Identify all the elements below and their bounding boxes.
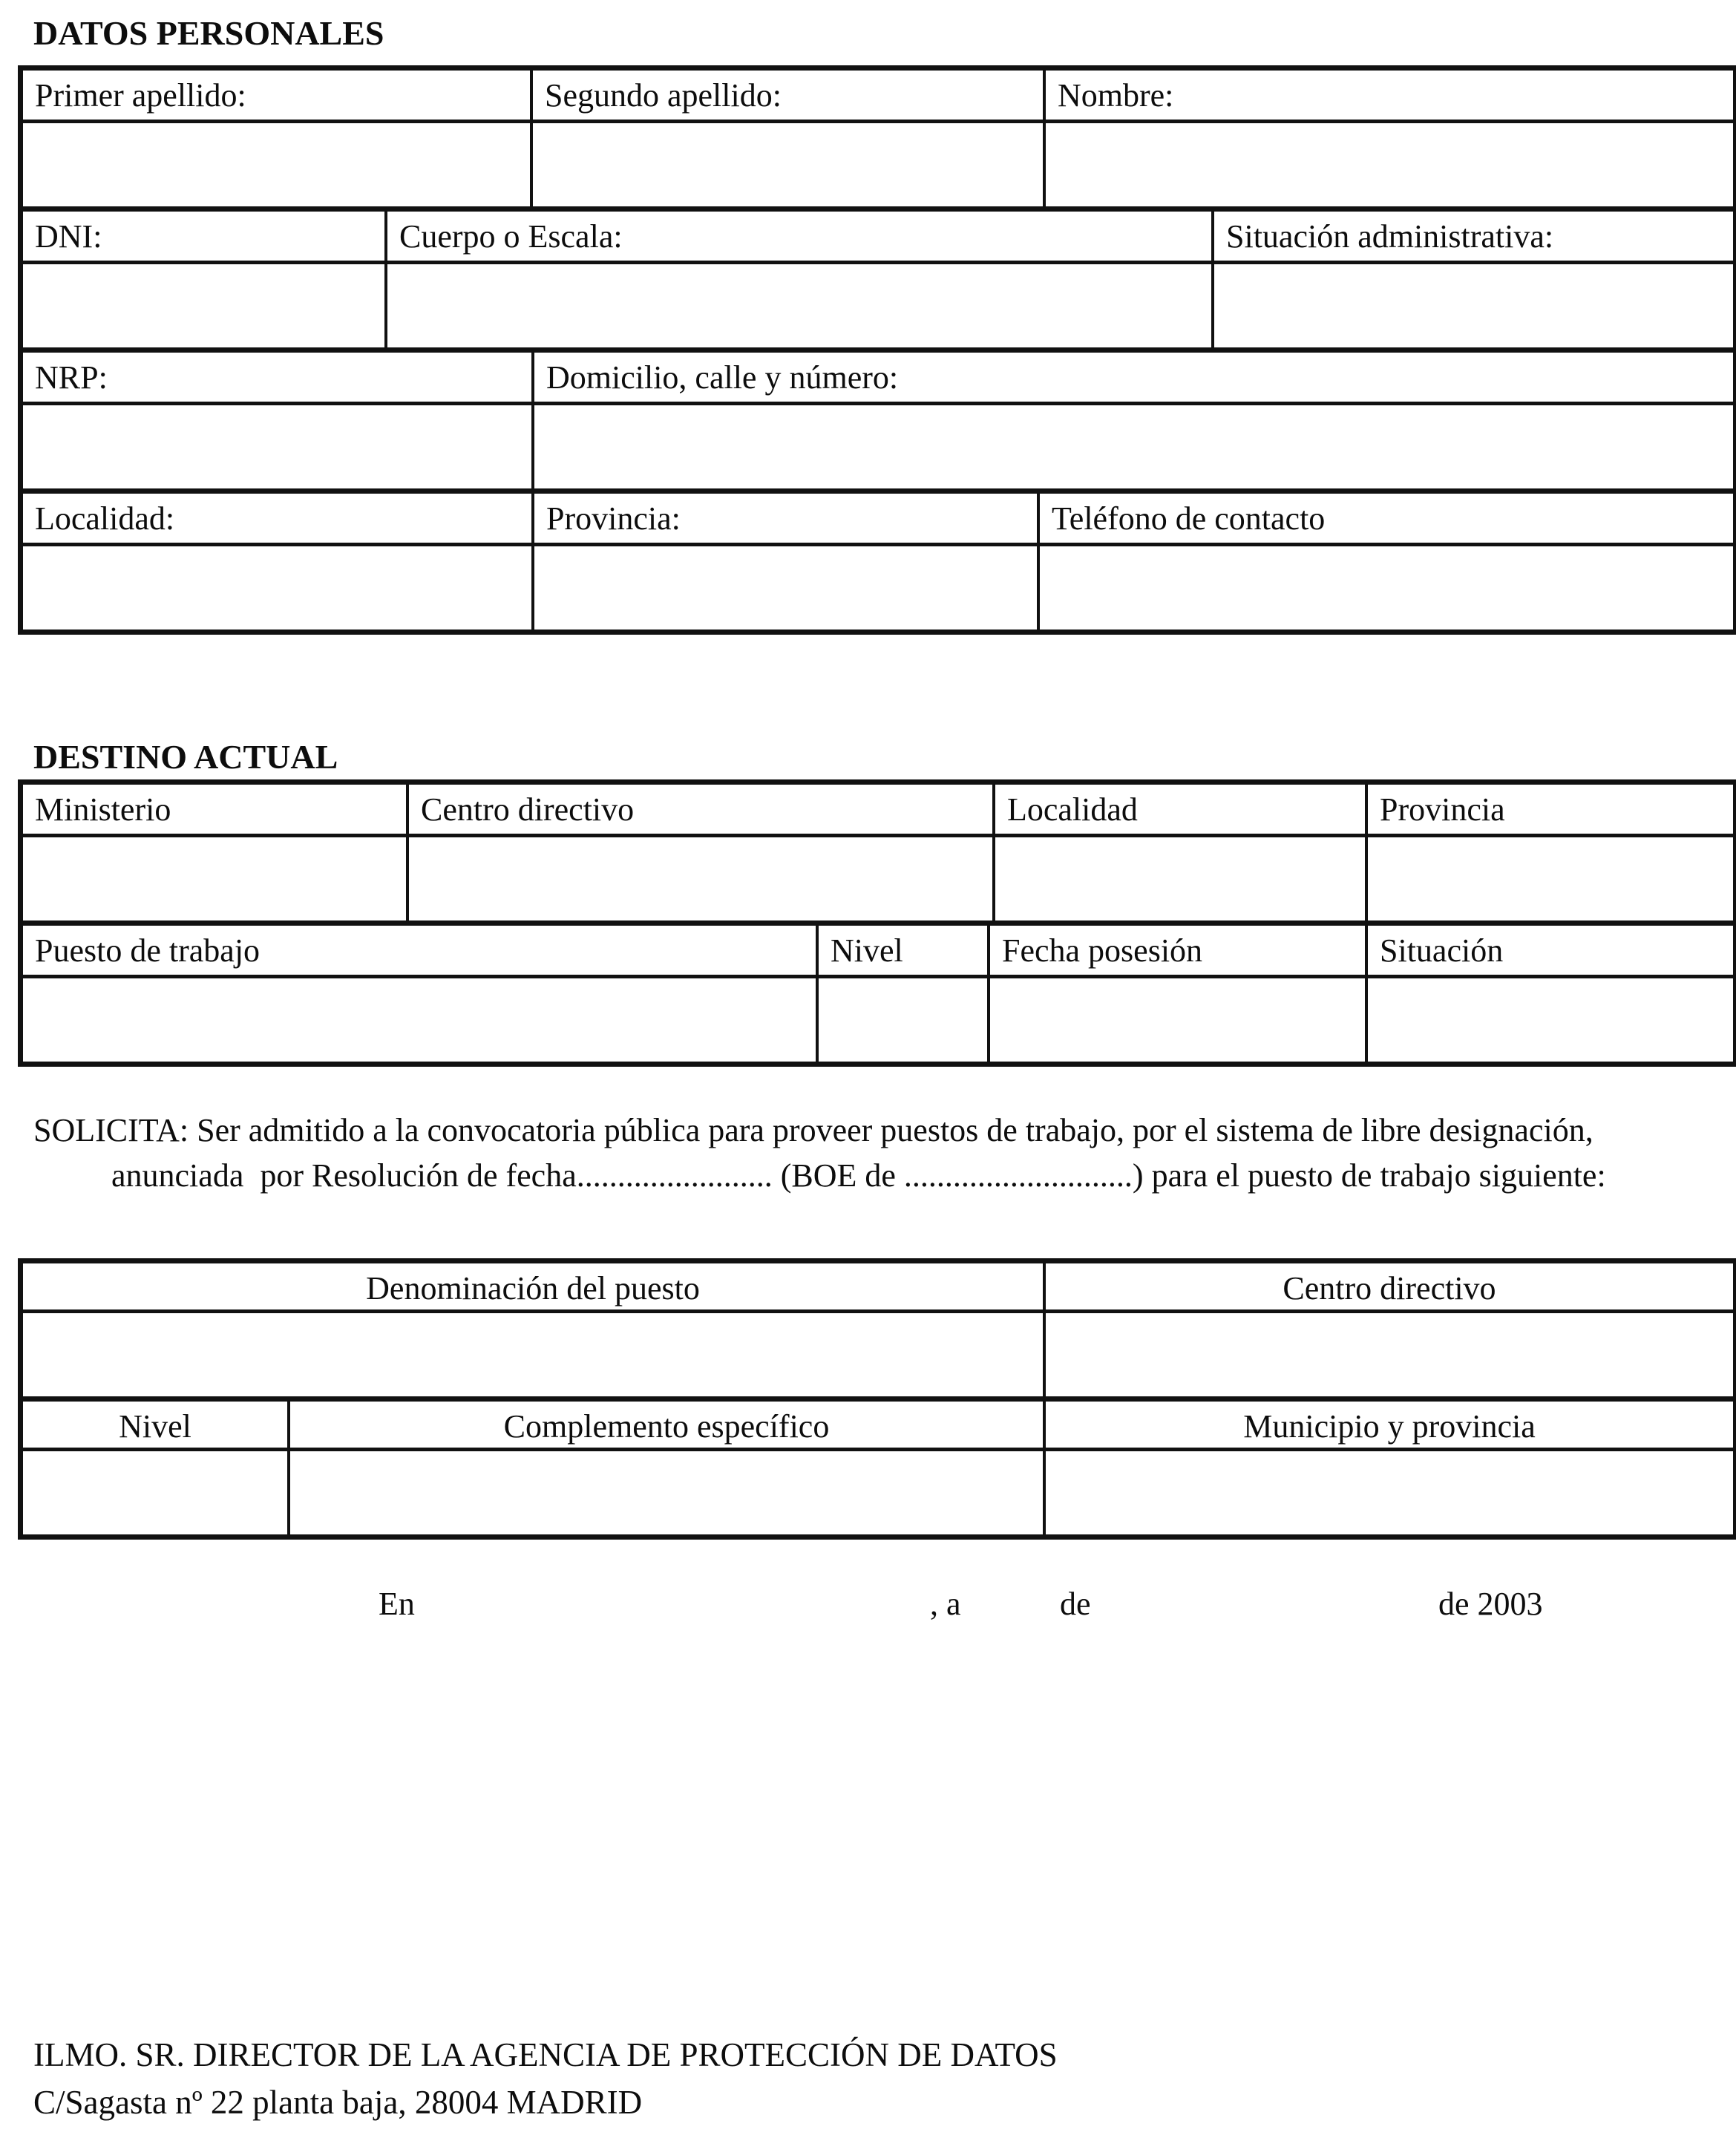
label-row [23,1402,1733,1451]
field-complemento-especifico [287,1402,1043,1448]
field-provincia-actual-label: Provincia [1380,791,1505,828]
field-domicilio [531,353,1733,402]
value-row [23,837,1733,921]
label-row [23,494,1733,546]
value-row [23,405,1733,488]
input-localidad-actual[interactable] [992,837,1365,921]
field-cuerpo-escala [384,212,1211,261]
field-nivel-solicitado [23,1402,287,1448]
row-ministerio-centro-localidad-provincia [23,785,1733,921]
field-centro-directivo-solicitado-label: Centro directivo [1283,1270,1496,1307]
input-situacion-administrativa[interactable] [1211,264,1733,347]
field-telefono [1037,494,1733,543]
field-dni-label: DNI: [35,218,102,255]
field-nrp-label: NRP: [35,359,108,396]
input-complemento-especifico[interactable] [287,1451,1043,1534]
row-localidad-provincia-telefono [23,488,1733,630]
field-ministerio-label: Ministerio [35,791,171,828]
label-row [23,1263,1733,1313]
input-cuerpo-escala[interactable] [384,264,1211,347]
field-municipio-provincia [1043,1402,1733,1448]
field-provincia [531,494,1037,543]
input-centro-directivo-solicitado[interactable] [1043,1313,1733,1396]
field-denominacion-puesto [23,1263,1043,1309]
row-apellidos-nombre [23,71,1733,206]
input-domicilio[interactable] [531,405,1733,488]
section-title-destino-actual: DESTINO ACTUAL [33,738,338,776]
footer-address-line: C/Sagasta nº 22 planta baja, 28004 MADRID [33,2084,643,2121]
input-centro-directivo-actual[interactable] [406,837,992,921]
table-datos-personales [18,65,1736,635]
row-puesto-nivel-fecha-situacion [23,921,1733,1062]
solicita-paragraph-line2: anunciada por Resolución de fecha........................ (BOE de ............................) para el puesto de trabajo siguiente: [111,1157,1606,1194]
field-localidad-label: Localidad: [35,500,175,537]
input-primer-apellido[interactable] [23,123,530,206]
field-ministerio [23,785,406,834]
row-nivel-complemento-municipio [23,1396,1733,1534]
input-provincia[interactable] [531,546,1037,630]
field-complemento-especifico-label: Complemento específico [503,1408,830,1445]
field-centro-directivo-solicitado [1043,1263,1733,1309]
value-row [23,1451,1733,1534]
solicita-paragraph-line1: SOLICITA: Ser admitido a la convocatoria pública para proveer puestos de trabajo, por el sistema de libre designación, [33,1112,1593,1148]
input-nivel-solicitado[interactable] [23,1451,287,1534]
table-puesto-solicitado [18,1258,1736,1540]
field-fecha-posesion [987,926,1365,975]
field-situacion-administrativa [1211,212,1733,261]
field-denominacion-puesto-label: Denominación del puesto [366,1270,700,1307]
input-nombre[interactable] [1043,123,1733,206]
input-ministerio[interactable] [23,837,406,921]
label-row [23,212,1733,264]
value-row [23,123,1733,206]
input-segundo-apellido[interactable] [530,123,1043,206]
field-centro-directivo-actual [406,785,992,834]
field-nombre [1043,71,1733,120]
date-place-blank[interactable] [445,1588,913,1628]
field-localidad-actual-label: Localidad [1007,791,1138,828]
input-telefono[interactable] [1037,546,1733,630]
field-fecha-posesion-label: Fecha posesión [1002,932,1203,969]
value-row [23,546,1733,630]
input-situacion-actual[interactable] [1365,978,1733,1062]
value-row [23,978,1733,1062]
input-localidad[interactable] [23,546,531,630]
field-puesto-trabajo-label: Puesto de trabajo [35,932,261,969]
field-situacion-administrativa-label: Situación administrativa: [1226,218,1554,255]
value-row [23,264,1733,347]
field-domicilio-label: Domicilio, calle y número: [546,359,899,396]
input-denominacion-puesto[interactable] [23,1313,1043,1396]
label-row [23,785,1733,837]
input-municipio-provincia[interactable] [1043,1451,1733,1534]
row-dni-cuerpo-situacion [23,206,1733,347]
field-nivel-actual-label: Nivel [831,932,903,969]
field-segundo-apellido-label: Segundo apellido: [545,77,782,114]
date-day-blank[interactable] [987,1588,1050,1628]
value-row [23,1313,1733,1396]
field-localidad-actual [992,785,1365,834]
field-situacion-actual [1365,926,1733,975]
date-comma-a-label: , a [930,1586,961,1622]
input-puesto-trabajo[interactable] [23,978,816,1062]
table-destino-actual [18,779,1736,1067]
date-month-blank[interactable] [1121,1588,1429,1628]
field-primer-apellido-label: Primer apellido: [35,77,246,114]
date-en-label: En [379,1586,415,1622]
date-de-2003-label: de 2003 [1438,1586,1543,1622]
field-nivel-solicitado-label: Nivel [119,1408,191,1445]
footer-director-line: ILMO. SR. DIRECTOR DE LA AGENCIA DE PROTECCIÓN DE DATOS [33,2036,1058,2073]
field-cuerpo-escala-label: Cuerpo o Escala: [399,218,623,255]
field-telefono-label: Teléfono de contacto [1052,500,1326,537]
section-title-datos-personales: DATOS PERSONALES [33,14,384,52]
field-provincia-label: Provincia: [546,500,681,537]
row-denominacion-centro [23,1263,1733,1396]
field-nivel-actual [816,926,987,975]
field-provincia-actual [1365,785,1733,834]
field-municipio-provincia-label: Municipio y provincia [1243,1408,1536,1445]
field-nrp [23,353,531,402]
field-localidad [23,494,531,543]
field-nombre-label: Nombre: [1058,77,1174,114]
input-provincia-actual[interactable] [1365,837,1733,921]
input-dni[interactable] [23,264,384,347]
label-row [23,71,1733,123]
label-row [23,926,1733,978]
field-segundo-apellido [530,71,1043,120]
input-fecha-posesion[interactable] [987,978,1365,1062]
row-nrp-domicilio [23,347,1733,488]
date-de-label: de [1060,1586,1091,1622]
field-centro-directivo-actual-label: Centro directivo [421,791,635,828]
input-nivel-actual[interactable] [816,978,987,1062]
field-puesto-trabajo [23,926,816,975]
field-situacion-actual-label: Situación [1380,932,1504,969]
field-primer-apellido [23,71,530,120]
label-row [23,353,1733,405]
input-nrp[interactable] [23,405,531,488]
field-dni [23,212,384,261]
